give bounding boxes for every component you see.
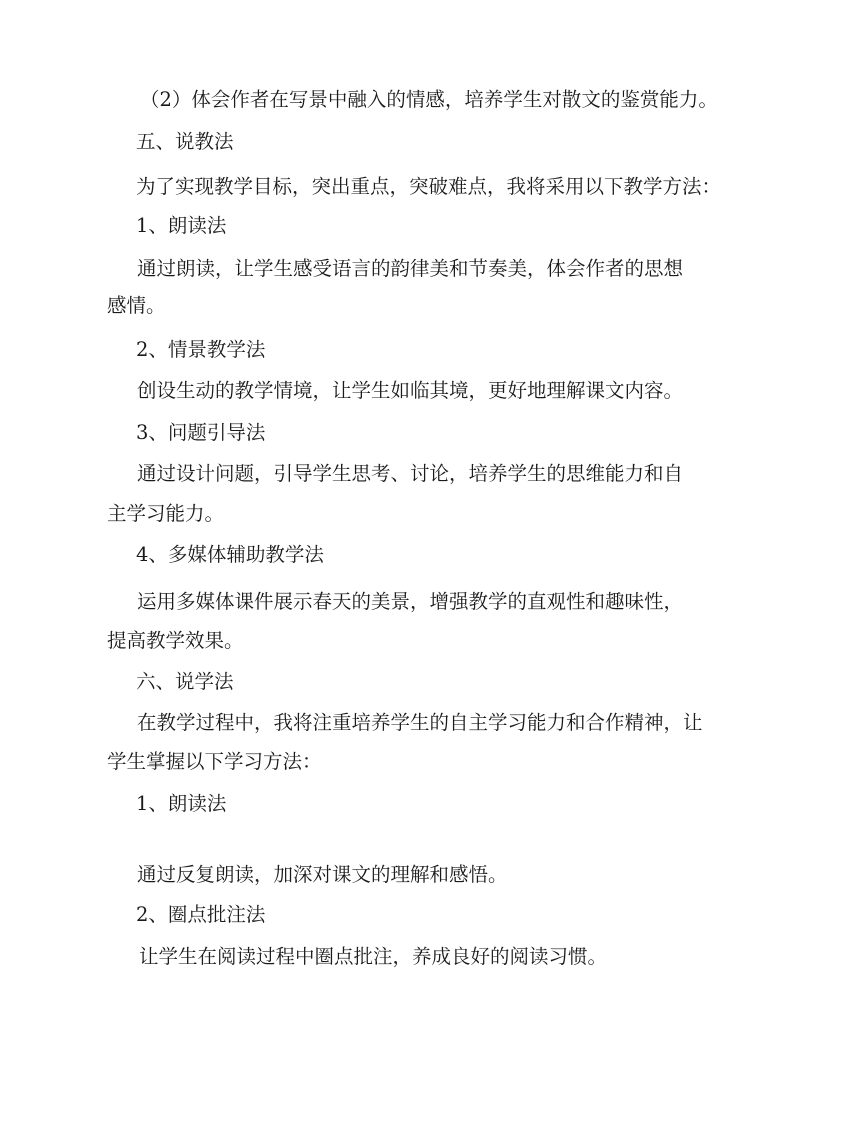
subheading-study-reading: 1、朗读法 [136, 792, 227, 815]
text-line-study-reading-desc: 通过反复朗读，加深对课文的理解和感悟。 [137, 863, 508, 886]
text-line-question-desc-cont: 主学习能力。 [107, 502, 225, 525]
text-line-question-desc: 通过设计问题，引导学生思考、讨论，培养学生的思维能力和自 [137, 462, 684, 485]
text-line-reading-desc-cont: 感情。 [107, 294, 166, 317]
text-line-multimedia-desc-cont: 提高教学效果。 [107, 629, 244, 652]
text-line-learning-intro-cont: 学生掌握以下学习方法： [107, 750, 322, 773]
subheading-question-method: 3、问题引导法 [136, 421, 266, 444]
text-line-learning-intro: 在教学过程中，我将注重培养学生的自主学习能力和合作精神，让 [137, 711, 703, 734]
subheading-annotation-method: 2、圈点批注法 [136, 903, 266, 926]
text-line-multimedia-desc: 运用多媒体课件展示春天的美景，增强教学的直观性和趣味性， [137, 590, 684, 613]
text-line-reading-desc: 通过朗读，让学生感受语言的韵律美和节奏美，体会作者的思想 [137, 257, 684, 280]
text-line-methods-intro: 为了实现教学目标，突出重点，突破难点，我将采用以下教学方法： [136, 175, 722, 198]
text-line-scenario-desc: 创设生动的教学情境，让学生如临其境，更好地理解课文内容。 [137, 379, 684, 402]
text-line-annotation-desc: 让学生在阅读过程中圈点批注，养成良好的阅读习惯。 [139, 945, 608, 968]
subheading-reading-method: 1、朗读法 [136, 214, 227, 237]
text-line-goal-2: （2）体会作者在写景中融入的情感，培养学生对散文的鉴赏能力。 [140, 88, 718, 111]
subheading-multimedia-method: 4、多媒体辅助教学法 [136, 543, 324, 566]
subheading-scenario-method: 2、情景教学法 [136, 338, 266, 361]
heading-teaching-methods: 五、说教法 [136, 130, 234, 153]
heading-learning-methods: 六、说学法 [136, 670, 234, 693]
